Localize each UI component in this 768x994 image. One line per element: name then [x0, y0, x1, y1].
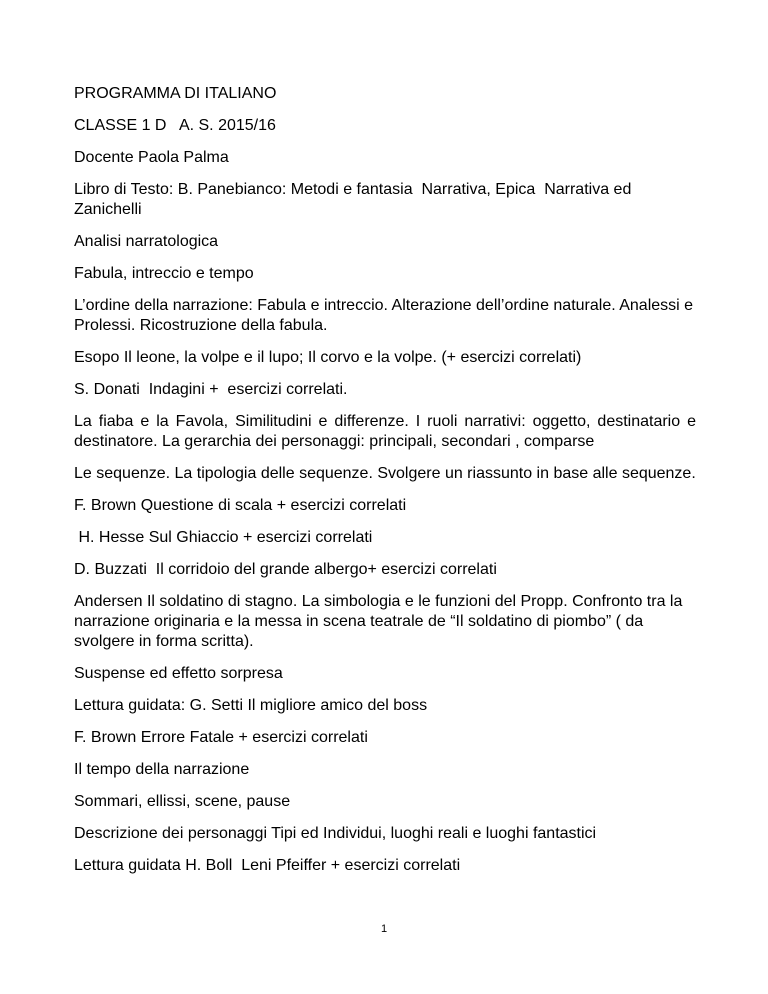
paragraph-setti: Lettura guidata: G. Setti Il migliore amico del boss [74, 697, 428, 714]
teacher-line: Docente Paola Palma [74, 149, 229, 166]
paragraph-sequenze: Le sequenze. La tipologia delle sequenze. Svolgere un riassunto in base alle sequenze. [74, 465, 696, 482]
paragraph-brown-scala: F. Brown Questione di scala + esercizi correlati [74, 497, 407, 514]
document-title: PROGRAMMA DI ITALIANO [74, 85, 277, 102]
section-heading-fabula: Fabula, intreccio e tempo [74, 265, 254, 282]
paragraph-brown-errore: F. Brown Errore Fatale + esercizi correlati [74, 729, 368, 746]
class-line: CLASSE 1 D A. S. 2015/16 [74, 117, 276, 134]
paragraph-buzzati: D. Buzzati Il corridoio del grande albergo+ esercizi correlati [74, 561, 497, 578]
page-number: 1 [380, 923, 388, 935]
paragraph-andersen: Andersen Il soldatino di stagno. La simbologia e le funzioni del Propp. Confronto tra la narrazione originaria e la messa in scena teatrale de “Il soldatino di piombo” ( da svolgere in forma scritta). [74, 593, 687, 650]
section-heading-tempo: Il tempo della narrazione [74, 761, 250, 778]
paragraph-esopo: Esopo Il leone, la volpe e il lupo; Il corvo e la volpe. (+ esercizi correlati) [74, 349, 582, 366]
paragraph-boll: Lettura guidata H. Boll Leni Pfeiffer + esercizi correlati [74, 857, 461, 874]
paragraph-sommari: Sommari, ellissi, scene, pause [74, 793, 291, 810]
paragraph-fiaba-favola: La fiaba e la Favola, Similitudini e differenze. I ruoli narrativi: oggetto, destinatario e destinatore. La gerarchia dei personaggi: principali, secondari , comparse [74, 413, 701, 450]
document-body [74, 84, 701, 888]
textbook-line: Libro di Testo: B. Panebianco: Metodi e fantasia Narrativa, Epica Narrativa ed Zanichelli [74, 181, 636, 218]
section-heading-suspense: Suspense ed effetto sorpresa [74, 665, 283, 682]
section-heading-analisi: Analisi narratologica [74, 233, 219, 250]
paragraph-ordine-narrazione: L’ordine della narrazione: Fabula e intreccio. Alterazione dell’ordine naturale. Analessi e Prolessi. Ricostruzione della fabula. [74, 297, 698, 334]
paragraph-personaggi: Descrizione dei personaggi Tipi ed Individui, luoghi reali e luoghi fantastici [74, 825, 597, 842]
paragraph-donati: S. Donati Indagini + esercizi correlati. [74, 381, 348, 398]
paragraph-hesse: H. Hesse Sul Ghiaccio + esercizi correlati [74, 529, 373, 546]
